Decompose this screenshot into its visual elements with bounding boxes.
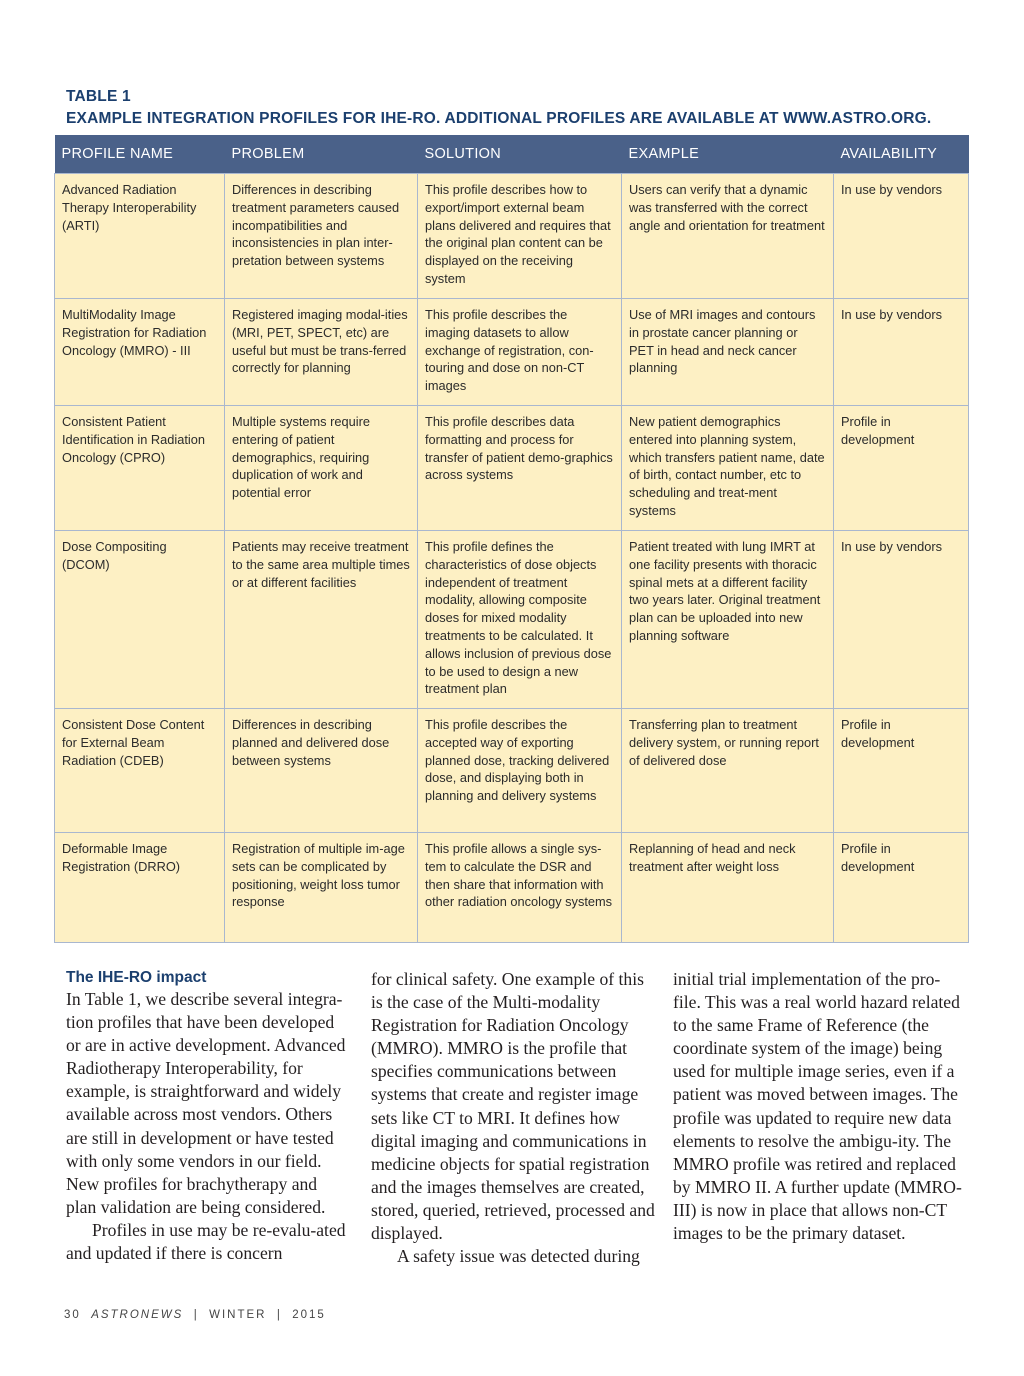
- table-row: [55, 406, 969, 531]
- article-column-1: [66, 968, 350, 1265]
- cell-solution: This profile allows a single sys-tem to calculate the DSR and then share that information with other radiation oncology systems: [418, 833, 622, 943]
- cell-example: Use of MRI images and contours in prostate cancer planning or PET in head and neck cancer planning: [622, 299, 834, 406]
- table-label: TABLE 1: [66, 88, 131, 105]
- cell-solution: This profile describes the imaging datasets to allow exchange of registration, con-touring and dose on non-CT images: [418, 299, 622, 406]
- issue-season: WINTER: [209, 1309, 267, 1321]
- cell-example: Replanning of head and neck treatment after weight loss: [622, 833, 834, 943]
- section-heading: The IHE-RO impact: [66, 969, 207, 986]
- cell-problem: Registration of multiple im-age sets can be complicated by positioning, weight loss tumor response: [225, 833, 418, 943]
- header-example: EXAMPLE: [622, 135, 834, 174]
- header-profile-name: PROFILE NAME: [55, 135, 225, 174]
- paragraph: for clinical safety. One example of this is the case of the Multi-modality Registration for Radiation Oncology (MMRO). MMRO is the profile that specifies communications between systems that create and register image sets like CT to MRI. It defines how digital imaging and communications in medicine objects for spatial registration and the images themselves are created, stored, queried, retrieved, processed and displayed.: [371, 969, 655, 1244]
- cell-availability: In use by vendors: [834, 531, 969, 709]
- cell-problem: Multiple systems require entering of patient demographics, requiring duplication of work and potential error: [225, 406, 418, 531]
- cell-problem: Differences in describing planned and delivered dose between systems: [225, 709, 418, 833]
- header-solution: SOLUTION: [418, 135, 622, 174]
- header-availability: AVAILABILITY: [834, 135, 969, 174]
- page-number: 30: [64, 1309, 81, 1321]
- cell-availability: Profile in development: [834, 709, 969, 833]
- page-footer: [64, 1309, 326, 1321]
- cell-example: New patient demographics entered into planning system, which transfers patient name, date of birth, contact number, etc to scheduling and treat-ment systems: [622, 406, 834, 531]
- cell-solution: This profile describes the accepted way of exporting planned dose, tracking delivered dose, and displaying both in planning and delivery systems: [418, 709, 622, 833]
- profiles-table: [54, 135, 969, 943]
- header-problem: PROBLEM: [225, 135, 418, 174]
- article-column-3: [673, 968, 963, 1245]
- cell-availability: In use by vendors: [834, 174, 969, 299]
- paragraph: Profiles in use may be re-evalu-ated and updated if there is concern: [66, 1219, 346, 1264]
- issue-year: 2015: [292, 1309, 326, 1321]
- cell-example: Transferring plan to treatment delivery system, or running report of delivered dose: [622, 709, 834, 833]
- cell-example: Patient treated with lung IMRT at one facility presents with thoracic spinal mets at a different facility two years later. Original treatment plan can be uploaded into new planning software: [622, 531, 834, 709]
- cell-solution: This profile describes how to export/import external beam plans delivered and requires that the original plan content can be displayed on the receiving system: [418, 174, 622, 299]
- article-column-2: [371, 968, 657, 1268]
- table-row: [55, 174, 969, 299]
- cell-profile-name: Advanced Radiation Therapy Interoperability (ARTI): [55, 174, 225, 299]
- cell-availability: Profile in development: [834, 833, 969, 943]
- cell-solution: This profile defines the characteristics of dose objects independent of treatment modality, allowing composite doses for mixed modality treatments to be calculated. It allows inclusion of previous dose to be used to design a new treatment plan: [418, 531, 622, 709]
- table-header-row: [55, 135, 969, 174]
- footer-separator: |: [193, 1309, 199, 1321]
- table-row: [55, 531, 969, 709]
- table-row: [55, 299, 969, 406]
- cell-solution: This profile describes data formatting and process for transfer of patient demo-graphics across systems: [418, 406, 622, 531]
- cell-profile-name: Consistent Dose Content for External Beam Radiation (CDEB): [55, 709, 225, 833]
- table-row: [55, 833, 969, 943]
- cell-availability: In use by vendors: [834, 299, 969, 406]
- cell-problem: Patients may receive treatment to the same area multiple times or at different facilities: [225, 531, 418, 709]
- cell-problem: Differences in describing treatment parameters caused incompatibilities and inconsistencies in plan inter-pretation between systems: [225, 174, 418, 299]
- cell-example: Users can verify that a dynamic was transferred with the correct angle and orientation for treatment: [622, 174, 834, 299]
- cell-profile-name: MultiModality Image Registration for Radiation Oncology (MMRO) - III: [55, 299, 225, 406]
- publication-name: ASTRONEWS: [91, 1309, 184, 1321]
- table-title: EXAMPLE INTEGRATION PROFILES FOR IHE-RO. ADDITIONAL PROFILES ARE AVAILABLE AT WWW.ASTRO.ORG.: [66, 110, 932, 127]
- cell-profile-name: Consistent Patient Identification in Radiation Oncology (CPRO): [55, 406, 225, 531]
- cell-availability: Profile in development: [834, 406, 969, 531]
- paragraph: A safety issue was detected during: [397, 1246, 640, 1267]
- cell-problem: Registered imaging modal-ities (MRI, PET, SPECT, etc) are useful but must be trans-ferred correctly for planning: [225, 299, 418, 406]
- paragraph: initial trial implementation of the pro-file. This was a real world hazard related to the same Frame of Reference (the coordinate system of the image) being used for multiple image series, even if a patient was moved between images. The profile was updated to require new data elements to resolve the ambigu-ity. The MMRO profile was retired and replaced by MMRO II. A further update (MMRO-III) is now in place that allows non-CT images to be the primary dataset.: [673, 969, 962, 1244]
- table-row: [55, 709, 969, 833]
- cell-profile-name: Deformable Image Registration (DRRO): [55, 833, 225, 943]
- cell-profile-name: Dose Compositing (DCOM): [55, 531, 225, 709]
- paragraph: In Table 1, we describe several integra-tion profiles that have been developed or are in active development. Advanced Radiotherapy Interoperability, for example, is straightforward and widely available across most vendors. Others are still in development or have tested with only some vendors in our field. New profiles for brachytherapy and plan validation are being considered.: [66, 989, 346, 1217]
- footer-separator: |: [276, 1309, 282, 1321]
